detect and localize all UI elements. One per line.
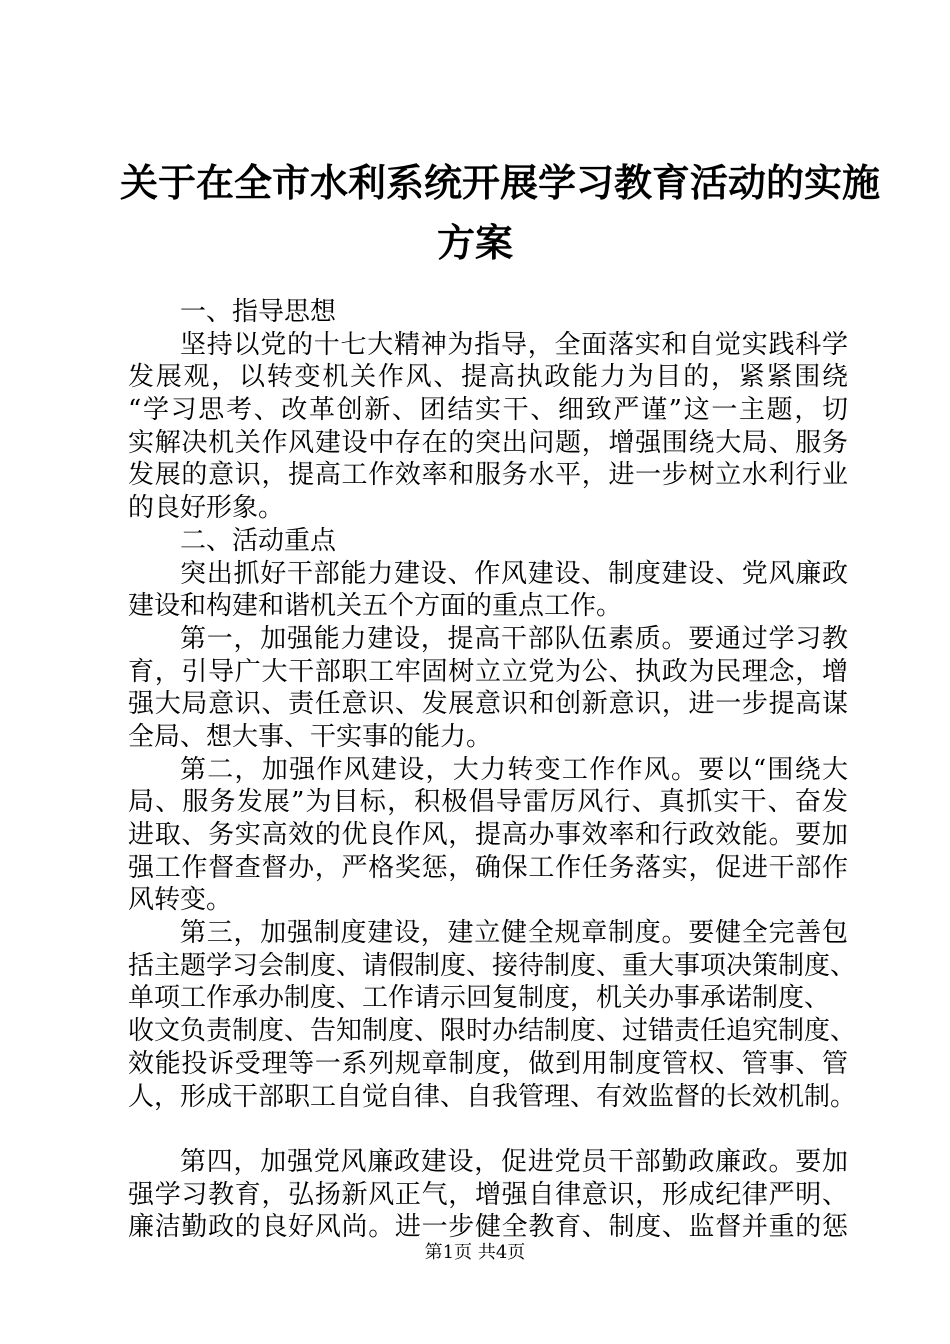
page-number-footer: 第1页 共4页 [424,1242,526,1263]
paragraph-line: 突出抓好干部能力建设、作风建设、制度建设、党风廉政 [180,558,848,589]
paragraph-line: 的良好形象。 [128,493,285,524]
paragraph-line: 廉洁勤政的良好风尚。进一步健全教育、制度、监督并重的惩 [128,1212,848,1243]
paragraph-line: 进取、务实高效的优良作风，提高办事效率和行政效能。要加 [128,820,848,850]
paragraph-line: 第二，加强作风建设，大力转变工作作风。要以“围绕大 [180,754,848,785]
paragraph-line: 强工作督查督办，严格奖惩，确保工作任务落实，促进干部作 [128,852,848,883]
paragraph-line: 强大局意识、责任意识、发展意识和创新意识，进一步提高谋 [128,689,848,720]
document-body [128,296,857,1244]
paragraph-line: 育，引导广大干部职工牢固树立立党为公、执政为民理念，增 [128,656,848,687]
paragraph-line: 人，形成干部职工自觉自律、自我管理、有效监督的长效机制。 [128,1081,857,1112]
paragraph-line: 坚持以党的十七大精神为指导，全面落实和自觉实践科学 [180,329,848,360]
paragraph-line: 第三，加强制度建设，建立健全规章制度。要健全完善包 [180,918,848,949]
paragraph-line: 局、服务发展”为目标，积极倡导雷厉风行、真抓实干、奋发 [128,787,848,818]
document-title-line-1: 关于在全市水利系统开展学习教育活动的实施 [120,161,881,205]
section-heading-guiding-ideology: 一、指导思想 [180,297,337,327]
paragraph-line: 发展的意识，提高工作效率和服务水平，进一步树立水利行业 [128,460,848,491]
document-title-line-2: 方案 [436,221,513,265]
paragraph-line: 括主题学习会制度、请假制度、接待制度、重大事项决策制度、 [128,950,857,981]
paragraph-line: 发展观，以转变机关作风、提高执政能力为目的，紧紧围绕 [128,362,848,393]
paragraph-line: 第四，加强党风廉政建设，促进党员干部勤政廉政。要加 [180,1146,848,1177]
paragraph-line: 效能投诉受理等一系列规章制度，做到用制度管权、管事、管 [128,1048,848,1079]
paragraph-line: 全局、想大事、干实事的能力。 [128,721,493,752]
paragraph-gap [128,1113,848,1146]
paragraph-line: 收文负责制度、告知制度、限时办结制度、过错责任追究制度、 [128,1016,857,1047]
paragraph-line: 强学习教育，弘扬新风正气，增强自律意识，形成纪律严明、 [128,1179,848,1210]
paragraph-line: 第一，加强能力建设，提高干部队伍素质。要通过学习教 [180,623,848,654]
paragraph-line: 实解决机关作风建设中存在的突出问题，增强围绕大局、服务 [128,427,848,458]
paragraph-line: “学习思考、改革创新、团结实干、细致严谨”这一主题，切 [128,395,848,426]
paragraph-line: 单项工作承办制度、工作请示回复制度，机关办事承诺制度、 [128,983,831,1014]
paragraph-line: 建设和构建和谐机关五个方面的重点工作。 [128,591,623,622]
section-heading-activity-focus: 二、活动重点 [180,525,337,556]
paragraph-line: 风转变。 [128,885,233,916]
